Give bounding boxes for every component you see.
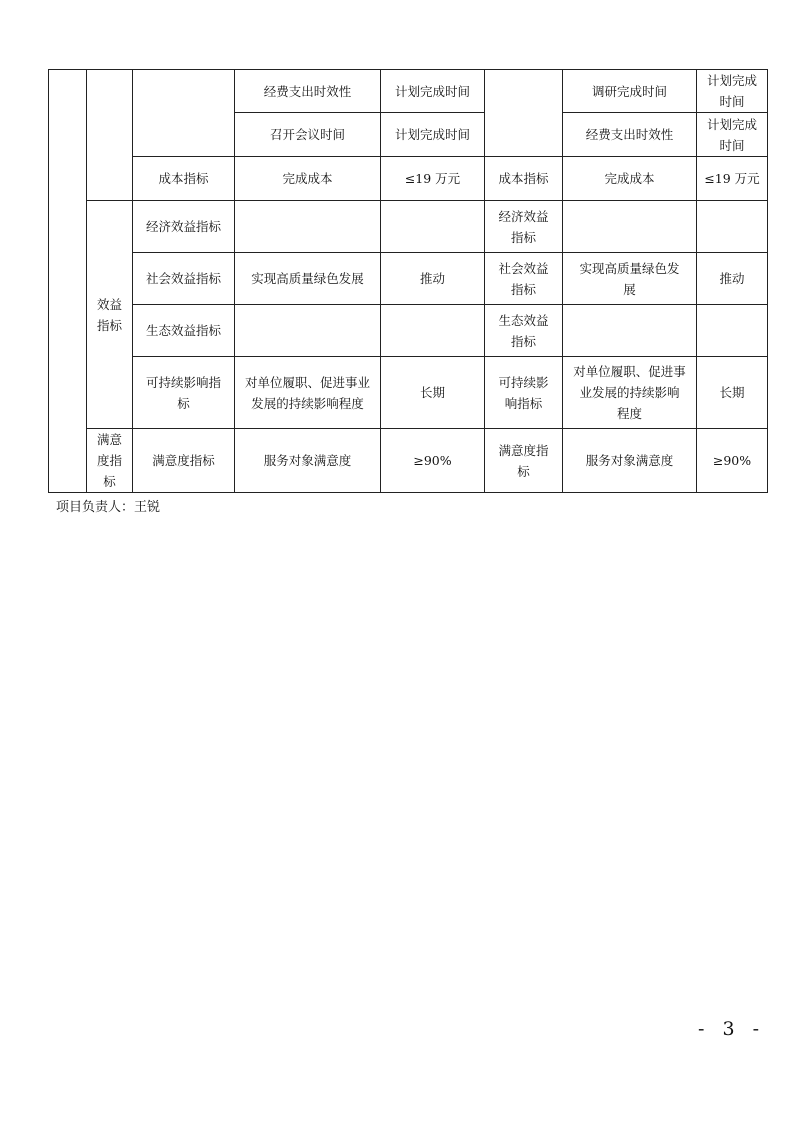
table-cell: 可持续影 响指标 [485, 357, 563, 429]
table-cell: 成本指标 [485, 157, 563, 201]
table-cell: 完成成本 [235, 157, 381, 201]
table-cell: 生态效益 指标 [485, 305, 563, 357]
table-cell: ≤19 万元 [697, 157, 768, 201]
table-cell [697, 305, 768, 357]
table-cell: 实现高质量绿色发展 [235, 253, 381, 305]
table-cell [697, 201, 768, 253]
table-cell [381, 305, 485, 357]
table-cell: ≤19 万元 [381, 157, 485, 201]
table-cell: 计划完成时间 [381, 70, 485, 113]
table-row [49, 157, 768, 201]
table-cell: 生态效益指标 [133, 305, 235, 357]
table-cell: 对单位履职、促进事业 发展的持续影响程度 [235, 357, 381, 429]
table-cell: 满意度指 标 [485, 429, 563, 493]
table-cell: 经费支出时效性 [563, 113, 697, 157]
table-row [49, 305, 768, 357]
table-cell: 计划完成 时间 [697, 113, 768, 157]
table-cell: 推动 [381, 253, 485, 305]
table-row [49, 201, 768, 253]
table-cell: 召开会议时间 [235, 113, 381, 157]
table-cell [485, 70, 563, 157]
benefit-group-label: 效益 指标 [87, 201, 133, 429]
table-cell: 计划完成 时间 [697, 70, 768, 113]
table-row [49, 253, 768, 305]
table-row [49, 357, 768, 429]
table-cell: 对单位履职、促进事 业发展的持续影响 程度 [563, 357, 697, 429]
table-cell: 实现高质量绿色发 展 [563, 253, 697, 305]
page-number: - 3 - [698, 1018, 766, 1040]
table-cell [235, 305, 381, 357]
table-cell: 成本指标 [133, 157, 235, 201]
table-row [49, 70, 768, 113]
table-cell [49, 70, 87, 493]
table-cell: 服务对象满意度 [235, 429, 381, 493]
table-cell: 服务对象满意度 [563, 429, 697, 493]
table-cell [381, 201, 485, 253]
table-cell [133, 70, 235, 157]
table-cell [235, 201, 381, 253]
table-cell: 长期 [381, 357, 485, 429]
table-cell: 满意度指标 [133, 429, 235, 493]
table-cell: 社会效益指标 [133, 253, 235, 305]
table-cell: 经费支出时效性 [235, 70, 381, 113]
table-cell: 调研完成时间 [563, 70, 697, 113]
table-cell: 长期 [697, 357, 768, 429]
table-cell: 计划完成时间 [381, 113, 485, 157]
table-cell: 经济效益 指标 [485, 201, 563, 253]
table-cell: 可持续影响指 标 [133, 357, 235, 429]
table-cell: ≥90% [381, 429, 485, 493]
table-cell [87, 70, 133, 201]
table-cell [563, 305, 697, 357]
table-cell: 完成成本 [563, 157, 697, 201]
satisfaction-group-label: 满意 度指 标 [87, 429, 133, 493]
table-cell: ≥90% [697, 429, 768, 493]
table-cell: 经济效益指标 [133, 201, 235, 253]
project-responsible-note: 项目负责人：王锐 [56, 500, 161, 515]
table-cell: 推动 [697, 253, 768, 305]
table-row [49, 429, 768, 493]
table-cell: 社会效益 指标 [485, 253, 563, 305]
performance-indicator-table [48, 69, 768, 493]
table-cell [563, 201, 697, 253]
